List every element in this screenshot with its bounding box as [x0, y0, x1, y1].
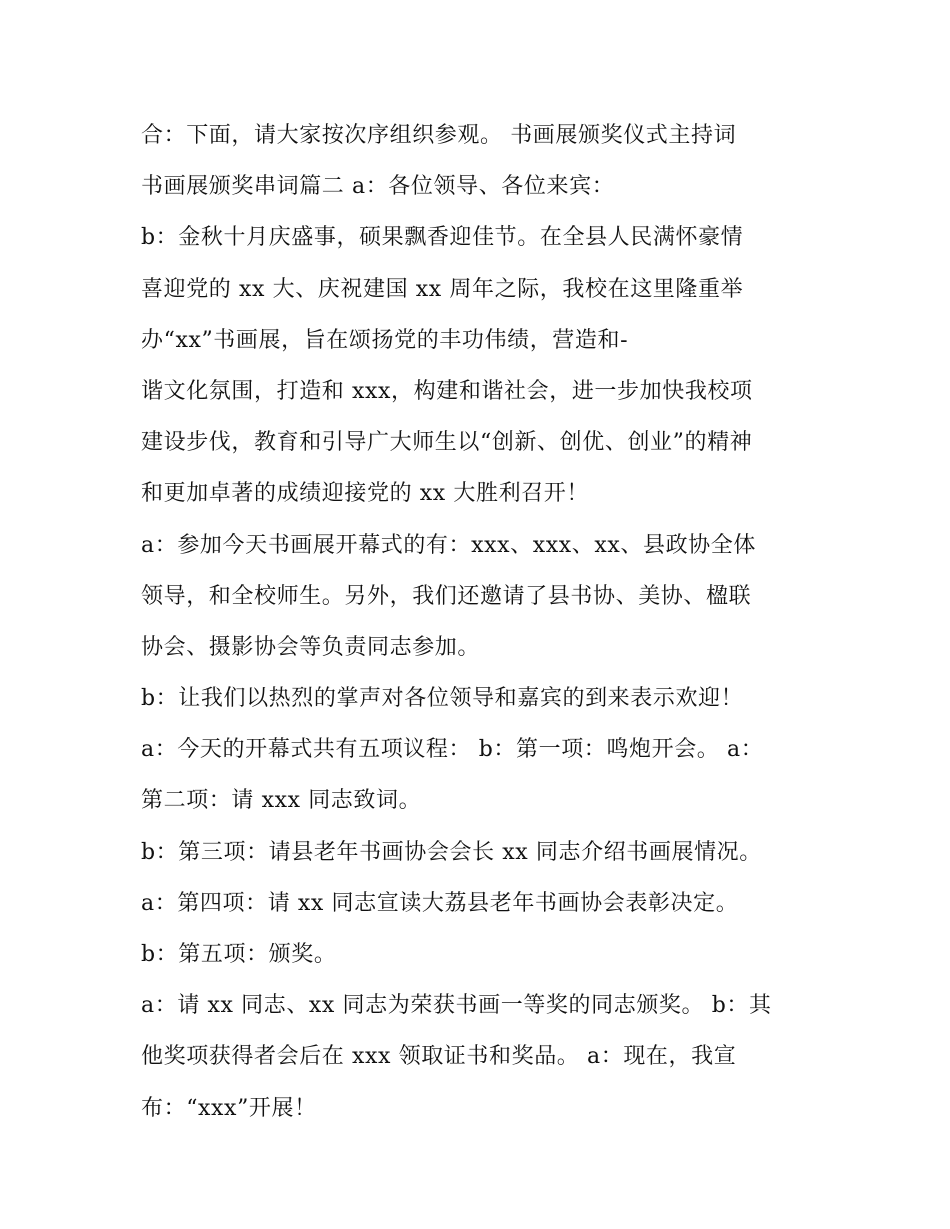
text-line-2: 书画展颁奖串词篇二 a：各位领导、各位来宾：	[141, 174, 615, 200]
document-body	[141, 110, 831, 1134]
text-line-14: 第二项：请 xxx 同志致词。	[141, 788, 422, 814]
text-line-6: 谐文化氛围，打造和 xxx，构建和谐社会，进一步加快我校项	[141, 378, 753, 404]
text-line-1: 合：下面，请大家按次序组织参观。 书画展颁奖仪式主持词	[141, 123, 737, 148]
text-line-17: b：第五项：颁奖。	[141, 942, 337, 967]
text-line-13: a：今天的开幕式共有五项议程： b：第一项：鸣炮开会。 a：	[141, 737, 764, 763]
text-line-11: 协会、摄影协会等负责同志参加。	[141, 634, 481, 660]
text-line-4: 喜迎党的 xx 大、庆祝建国 xx 周年之际，我校在这里隆重举	[141, 276, 744, 302]
text-line-9: a：参加今天书画展开幕式的有：xxx、xxx、xx、县政协全体	[141, 532, 756, 558]
text-line-20: 布：“xxx”开展！	[141, 1095, 317, 1121]
text-line-5: 办“xx”书画展，旨在颂扬党的丰功伟绩，营造和-	[141, 327, 629, 353]
text-line-16: a：第四项：请 xx 同志宣读大荔县老年书画协会表彰决定。	[141, 890, 739, 916]
text-line-3: b：金秋十月庆盛事，硕果飘香迎佳节。在全县人民满怀豪情	[141, 225, 744, 251]
text-line-8: 和更加卓著的成绩迎接党的 xx 大胜利召开！	[141, 481, 590, 507]
text-line-18: a：请 xx 同志、xx 同志为荣获书画一等奖的同志颁奖。 b：其	[141, 993, 772, 1019]
text-line-12: b：让我们以热烈的掌声对各位领导和嘉宾的到来表示欢迎！	[141, 686, 744, 712]
text-line-10: 领导，和全校师生。另外，我们还邀请了县书协、美协、楹联	[141, 583, 752, 609]
text-line-7: 建设步伐，教育和引导广大师生以“创新、创优、创业”的精神	[141, 430, 753, 456]
text-line-19: 他奖项获得者会后在 xxx 领取证书和奖品。 a：现在，我宣	[141, 1044, 737, 1070]
text-line-15: b：第三项：请县老年书画协会会长 xx 同志介绍书画展情况。	[141, 839, 762, 865]
